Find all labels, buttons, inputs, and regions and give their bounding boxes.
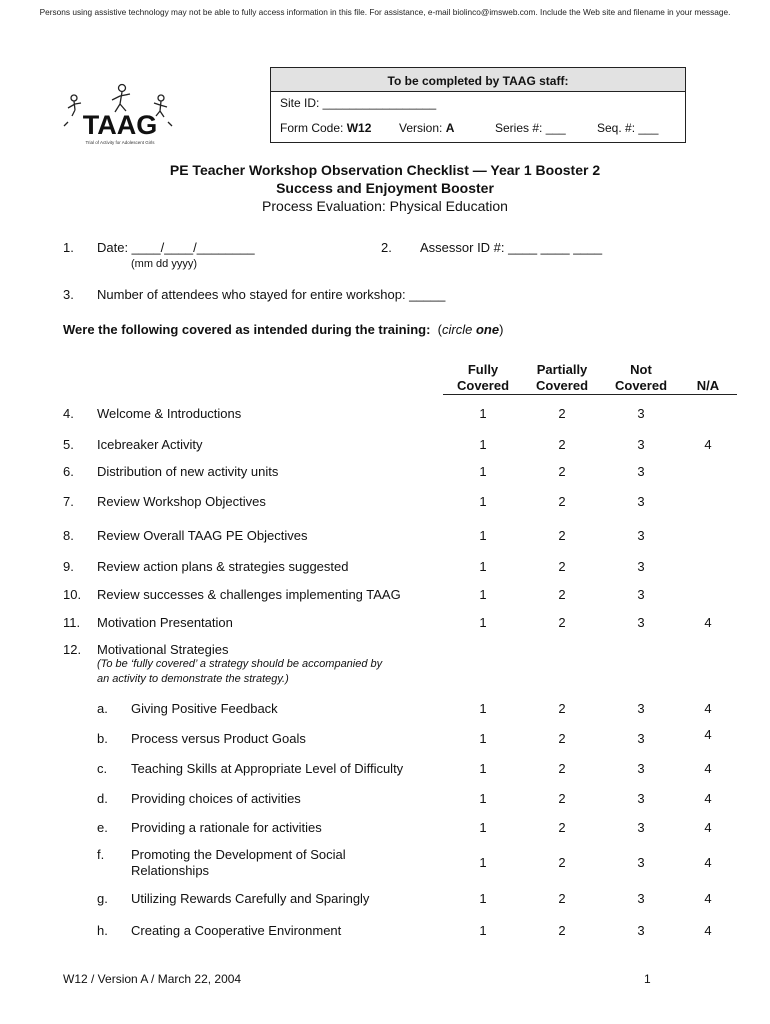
instruction-text: Were the following covered as intended during the training:: [63, 322, 431, 337]
subitem-label: Promoting the Development of Social: [131, 847, 346, 862]
staff-box: [270, 67, 686, 143]
item-12-number: 12.: [63, 642, 82, 657]
rating-option[interactable]: 1: [479, 437, 487, 452]
rating-option[interactable]: 1: [479, 855, 487, 870]
rating-option[interactable]: 3: [637, 406, 645, 421]
rating-option[interactable]: 3: [637, 923, 645, 938]
seq-field[interactable]: Seq. #: ___: [597, 121, 659, 135]
rating-option[interactable]: 2: [558, 891, 566, 906]
subitem-letter: e.: [97, 820, 108, 835]
rating-option[interactable]: 3: [637, 528, 645, 543]
column-header-partially-line2: Covered: [535, 378, 589, 393]
page-title: PE Teacher Workshop Observation Checklist — Year 1 Booster 2: [169, 162, 601, 178]
item-number: 4.: [63, 406, 74, 421]
rating-option[interactable]: 1: [479, 587, 487, 602]
item-label: Review Overall TAAG PE Objectives: [97, 528, 308, 543]
item-label: Welcome & Introductions: [97, 406, 242, 421]
rating-option[interactable]: 1: [479, 731, 487, 746]
rating-option[interactable]: 3: [637, 820, 645, 835]
rating-option[interactable]: 1: [479, 528, 487, 543]
rating-option[interactable]: 3: [637, 559, 645, 574]
rating-option[interactable]: 4: [704, 923, 712, 938]
rating-option[interactable]: 2: [558, 559, 566, 574]
subitem-letter: d.: [97, 791, 108, 806]
rating-option[interactable]: 2: [558, 855, 566, 870]
rating-option[interactable]: 3: [637, 615, 645, 630]
rating-option[interactable]: 2: [558, 437, 566, 452]
rating-option[interactable]: 2: [558, 464, 566, 479]
attendees-field[interactable]: Number of attendees who stayed for entire workshop: _____: [97, 287, 446, 302]
version-value: A: [445, 121, 455, 135]
rating-option[interactable]: 3: [637, 855, 645, 870]
item-number: 6.: [63, 464, 74, 479]
rating-option[interactable]: 4: [704, 891, 712, 906]
q3-number: 3.: [63, 287, 74, 302]
subitem-label: Utilizing Rewards Carefully and Sparingly: [131, 891, 370, 906]
series-field[interactable]: Series #: ___: [495, 121, 566, 135]
item-number: 8.: [63, 528, 74, 543]
page-number: 1: [644, 972, 651, 986]
item-label: Distribution of new activity units: [97, 464, 279, 479]
rating-option[interactable]: 3: [637, 587, 645, 602]
column-header-not-line1: Not: [630, 362, 652, 377]
footer-version: W12 / Version A / March 22, 2004: [63, 972, 242, 986]
staff-box-heading: To be completed by TAAG staff:: [271, 68, 685, 92]
column-header-fully-line2: Covered: [456, 378, 510, 393]
column-header-fully-line1: Fully: [467, 362, 499, 377]
rating-option[interactable]: 2: [558, 615, 566, 630]
rating-option[interactable]: 1: [479, 701, 487, 716]
rating-option[interactable]: 3: [637, 891, 645, 906]
item-label: Motivation Presentation: [97, 615, 233, 630]
rating-option[interactable]: 4: [704, 727, 712, 742]
subitem-letter: f.: [97, 847, 105, 862]
item-number: 11.: [63, 615, 81, 630]
column-header-not-line2: Covered: [614, 378, 668, 393]
rating-option[interactable]: 3: [637, 437, 645, 452]
subitem-label: Creating a Cooperative Environment: [131, 923, 342, 938]
rating-option[interactable]: 1: [479, 761, 487, 776]
column-header-partially-line1: Partially: [536, 362, 588, 377]
subitem-letter: c.: [97, 761, 108, 776]
rating-option[interactable]: 3: [637, 791, 645, 806]
instruction-circle: circle: [441, 322, 473, 337]
rating-option[interactable]: 3: [637, 494, 645, 509]
form-code-value: W12: [346, 121, 372, 135]
item-12-note-line2: an activity to demonstrate the strategy.): [97, 673, 289, 685]
item-label: Review Workshop Objectives: [97, 494, 266, 509]
item-number: 7.: [63, 494, 74, 509]
item-number: 10.: [63, 587, 82, 602]
rating-option[interactable]: 2: [558, 923, 566, 938]
rating-option[interactable]: 1: [479, 891, 487, 906]
q2-number: 2.: [381, 240, 392, 255]
rating-option[interactable]: 1: [479, 791, 487, 806]
rating-option[interactable]: 1: [479, 559, 487, 574]
rating-option[interactable]: 3: [637, 731, 645, 746]
rating-option[interactable]: 4: [704, 701, 712, 716]
page-subtitle: Success and Enjoyment Booster: [276, 180, 494, 196]
taag-logo-tagline: Trial of Activity for Adolescent Girls: [85, 140, 155, 145]
rating-option[interactable]: 2: [558, 528, 566, 543]
subitem-label: Providing a rationale for activities: [131, 820, 322, 835]
rating-option[interactable]: 1: [479, 820, 487, 835]
rating-option[interactable]: 1: [479, 406, 487, 421]
item-label: Review successes & challenges implementing TAAG: [97, 587, 401, 602]
rating-option[interactable]: 2: [558, 406, 566, 421]
rating-option[interactable]: 2: [558, 791, 566, 806]
rating-option[interactable]: 1: [479, 615, 487, 630]
taag-logo-text: TAAG: [82, 110, 158, 140]
form-code: [280, 121, 371, 135]
item-label: Review action plans & strategies suggested: [97, 559, 349, 574]
item-number: 9.: [63, 559, 74, 574]
rating-option[interactable]: 4: [704, 437, 712, 452]
q1-number: 1.: [63, 240, 74, 255]
rating-option[interactable]: 1: [479, 923, 487, 938]
subitem-label: Process versus Product Goals: [131, 731, 306, 746]
column-header-partially-covered: [526, 362, 598, 394]
rating-option[interactable]: 2: [558, 731, 566, 746]
version: [399, 121, 454, 135]
subitem-label: Providing choices of activities: [131, 791, 301, 806]
rating-option[interactable]: 2: [558, 761, 566, 776]
rating-option[interactable]: 4: [704, 855, 712, 870]
item-12-label: Motivational Strategies: [97, 642, 229, 657]
taag-logo: [60, 82, 180, 148]
instruction-close: ): [499, 322, 504, 337]
instruction-one: one: [475, 322, 500, 337]
page-subheading: Process Evaluation: Physical Education: [262, 198, 508, 214]
column-header-not-covered: [605, 362, 677, 394]
rating-option[interactable]: 1: [479, 494, 487, 509]
header-rule: [443, 394, 737, 395]
rating-option[interactable]: 3: [637, 701, 645, 716]
rating-option[interactable]: 4: [704, 791, 712, 806]
version-label: Version:: [399, 121, 443, 135]
rating-option[interactable]: 3: [637, 761, 645, 776]
rating-option[interactable]: 4: [704, 820, 712, 835]
date-field[interactable]: Date: ____/____/________: [97, 240, 255, 255]
column-header-na: N/A: [696, 378, 720, 393]
site-id-field[interactable]: Site ID: _________________: [280, 96, 437, 110]
rating-option[interactable]: 3: [637, 464, 645, 479]
subitem-label: Giving Positive Feedback: [131, 701, 278, 716]
item-12-note-line1: (To be ‘fully covered’ a strategy should be accompanied by: [97, 658, 383, 670]
subitem-letter: g.: [97, 891, 108, 906]
date-format-hint: (mm dd yyyy): [131, 258, 197, 270]
form-code-label: Form Code:: [280, 121, 344, 135]
rating-option[interactable]: 2: [558, 587, 566, 602]
rating-option[interactable]: 2: [558, 701, 566, 716]
rating-option[interactable]: 2: [558, 494, 566, 509]
instruction: [63, 322, 503, 337]
rating-option[interactable]: 1: [479, 464, 487, 479]
item-label: Icebreaker Activity: [97, 437, 203, 452]
assessor-id-field[interactable]: Assessor ID #: ____ ____ ____: [420, 240, 603, 255]
rating-option[interactable]: 4: [704, 615, 712, 630]
instruction-open: (: [437, 322, 442, 337]
subitem-letter: b.: [97, 731, 108, 746]
subitem-letter: h.: [97, 923, 108, 938]
item-number: 5.: [63, 437, 74, 452]
column-header-fully-covered: [447, 362, 519, 394]
subitem-label: Teaching Skills at Appropriate Level of Difficulty: [131, 761, 404, 776]
rating-option[interactable]: 2: [558, 820, 566, 835]
accessibility-notice: Persons using assistive technology may not be able to fully access information in this file. For assistance, e-mail biolinco@imsweb.com. Include the Web site and filename in your message.: [39, 7, 731, 17]
subitem-letter: a.: [97, 701, 108, 716]
rating-option[interactable]: 4: [704, 761, 712, 776]
subitem-label-line2: Relationships: [131, 863, 210, 878]
